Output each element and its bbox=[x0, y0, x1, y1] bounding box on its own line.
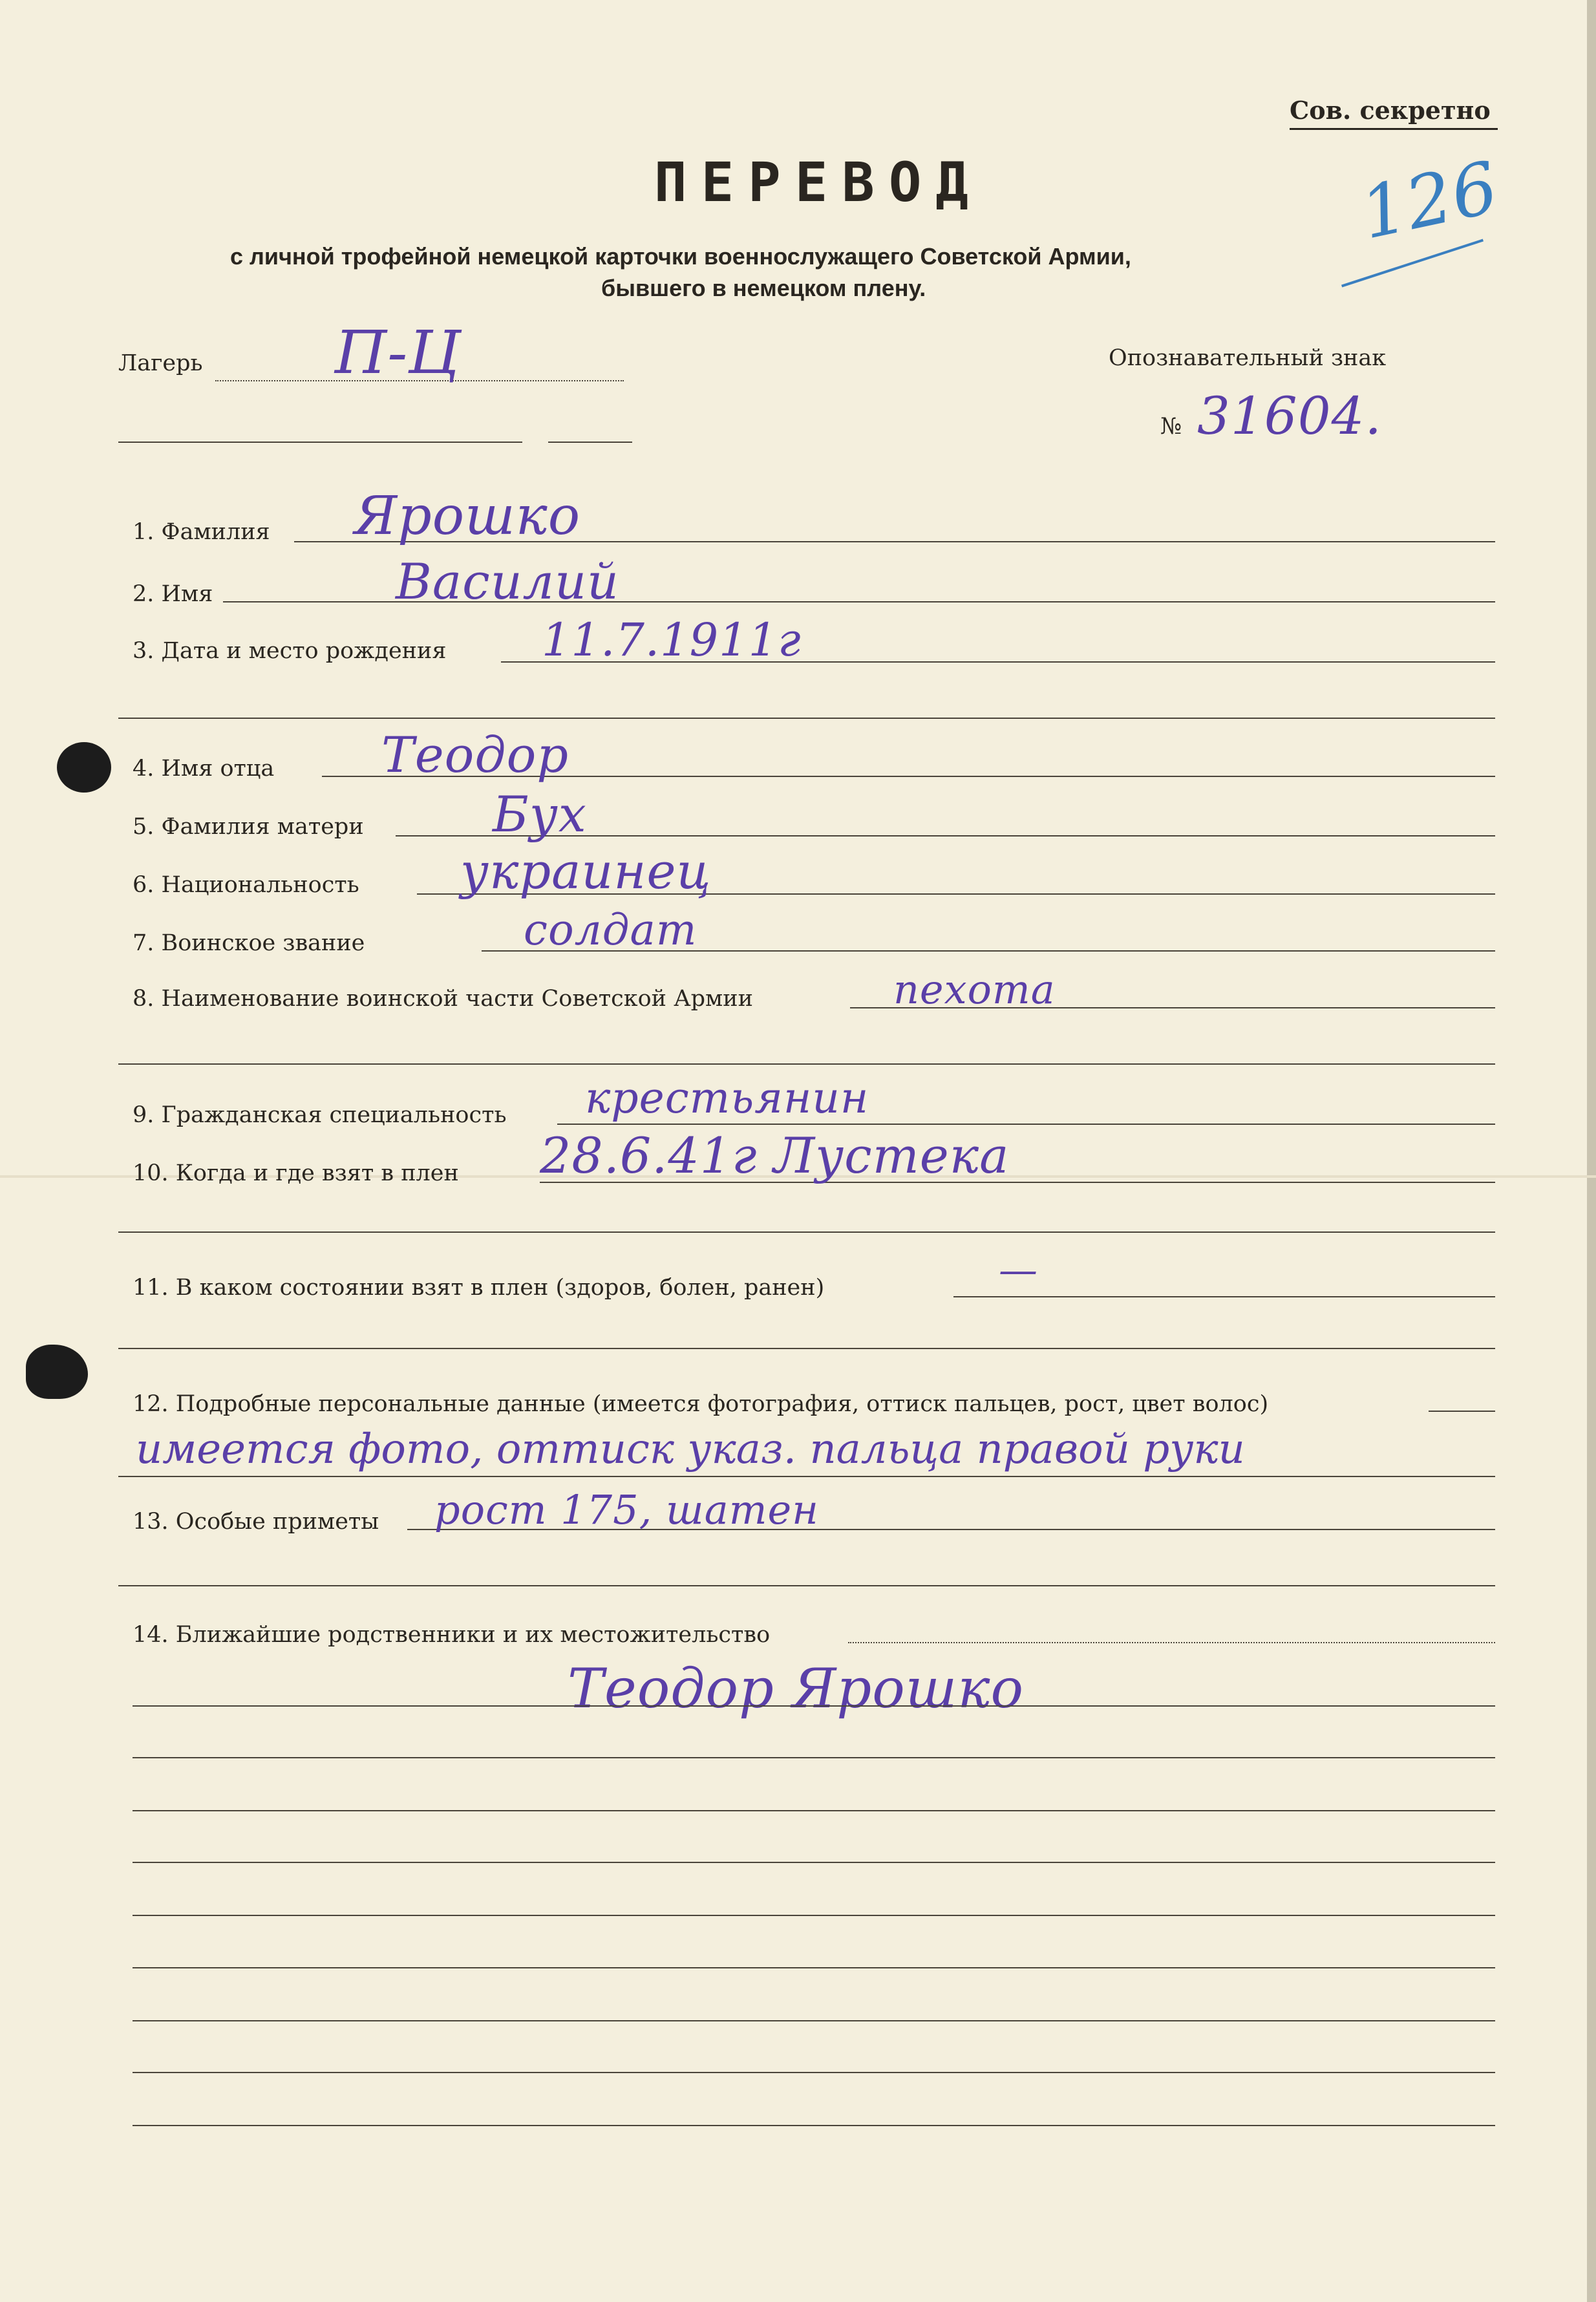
capture-condition-label: 11. В каком состоянии взят в плен (здоров, болен, ранен) bbox=[133, 1275, 825, 1301]
first-name-value: Василий bbox=[396, 553, 619, 610]
tag-number-value: 31604. bbox=[1197, 386, 1382, 446]
camp-second-line-tail bbox=[548, 442, 632, 443]
special-marks-value: рост 175, шатен bbox=[434, 1486, 820, 1533]
document-title: ПЕРЕВОД bbox=[654, 151, 983, 214]
surname-value: Ярошко bbox=[354, 485, 581, 547]
mother-surname-value: Бух bbox=[493, 785, 587, 843]
military-unit-label: 8. Наименование воинской части Советской Армии bbox=[133, 986, 753, 1012]
camp-second-line bbox=[118, 442, 522, 443]
capture-condition-value: — bbox=[999, 1248, 1038, 1293]
personal-data-line bbox=[1429, 1411, 1495, 1412]
relatives-blank-line bbox=[133, 1967, 1495, 1968]
punch-hole bbox=[57, 742, 111, 793]
birth-second-line bbox=[118, 718, 1495, 719]
capture-value: 28.6.41г Лустека bbox=[540, 1127, 1010, 1184]
relatives-blank-line bbox=[133, 1810, 1495, 1811]
relatives-blank-line bbox=[133, 2125, 1495, 2126]
archive-number: 126 bbox=[1354, 145, 1506, 255]
birth-value: 11.7.1911г bbox=[542, 613, 802, 666]
birth-label: 3. Дата и место рождения bbox=[133, 638, 447, 664]
relatives-blank-line bbox=[133, 2020, 1495, 2021]
document-subtitle-line1: с личной трофейной немецкой карточки военнослужащего Советской Армии, bbox=[230, 243, 1131, 270]
father-name-label: 4. Имя отца bbox=[133, 756, 275, 782]
special-marks-second-line bbox=[118, 1585, 1495, 1586]
special-marks-label: 13. Особые приметы bbox=[133, 1509, 379, 1535]
relatives-blank-line bbox=[133, 1915, 1495, 1916]
personal-data-value: имеется фото, оттиск указ. пальца правой руки bbox=[136, 1425, 1245, 1473]
relatives-dotted-line bbox=[848, 1642, 1495, 1643]
classification-underline bbox=[1290, 128, 1498, 130]
first-name-label: 2. Имя bbox=[133, 581, 213, 607]
civil-profession-line bbox=[557, 1124, 1495, 1125]
page-edge bbox=[1587, 0, 1596, 2302]
classification-stamp: Сов. секретно bbox=[1290, 96, 1491, 125]
surname-label: 1. Фамилия bbox=[133, 519, 270, 545]
military-unit-value: пехота bbox=[893, 966, 1056, 1013]
relatives-blank-line bbox=[133, 1862, 1495, 1863]
civil-profession-label: 9. Гражданская специальность bbox=[133, 1102, 507, 1128]
capture-condition-line bbox=[953, 1296, 1495, 1297]
personal-data-second-line bbox=[118, 1476, 1495, 1477]
document-subtitle-line2: бывшего в немецком плену. bbox=[601, 275, 926, 301]
tag-number-label: № bbox=[1160, 414, 1182, 440]
capture-second-line bbox=[118, 1231, 1495, 1233]
tag-label: Опознавательный знак bbox=[1109, 345, 1387, 371]
camp-value: П-Ц bbox=[335, 318, 461, 387]
father-name-value: Теодор bbox=[381, 726, 569, 783]
rank-value: солдат bbox=[524, 905, 697, 955]
rank-label: 7. Воинское звание bbox=[133, 930, 365, 956]
nationality-value: украинец bbox=[460, 842, 712, 900]
relatives-blank-line bbox=[133, 2072, 1495, 2073]
personal-data-label: 12. Подробные персональные данные (имеется фотография, оттиск пальцев, рост, цвет волос) bbox=[133, 1391, 1269, 1417]
relatives-blank-line bbox=[133, 1705, 1495, 1707]
relatives-blank-line bbox=[133, 1757, 1495, 1758]
military-unit-second-line bbox=[118, 1063, 1495, 1065]
torn-punch-hole bbox=[26, 1345, 88, 1399]
capture-label: 10. Когда и где взят в плен bbox=[133, 1160, 459, 1186]
camp-label: Лагерь bbox=[118, 350, 203, 376]
relatives-label: 14. Ближайшие родственники и их местожительство bbox=[133, 1622, 771, 1648]
relatives-value: Теодор Ярошко bbox=[568, 1657, 1025, 1720]
capture-condition-second-line bbox=[118, 1348, 1495, 1349]
civil-profession-value: крестьянин bbox=[585, 1073, 869, 1123]
mother-surname-label: 5. Фамилия матери bbox=[133, 814, 364, 840]
nationality-label: 6. Национальность bbox=[133, 872, 359, 898]
